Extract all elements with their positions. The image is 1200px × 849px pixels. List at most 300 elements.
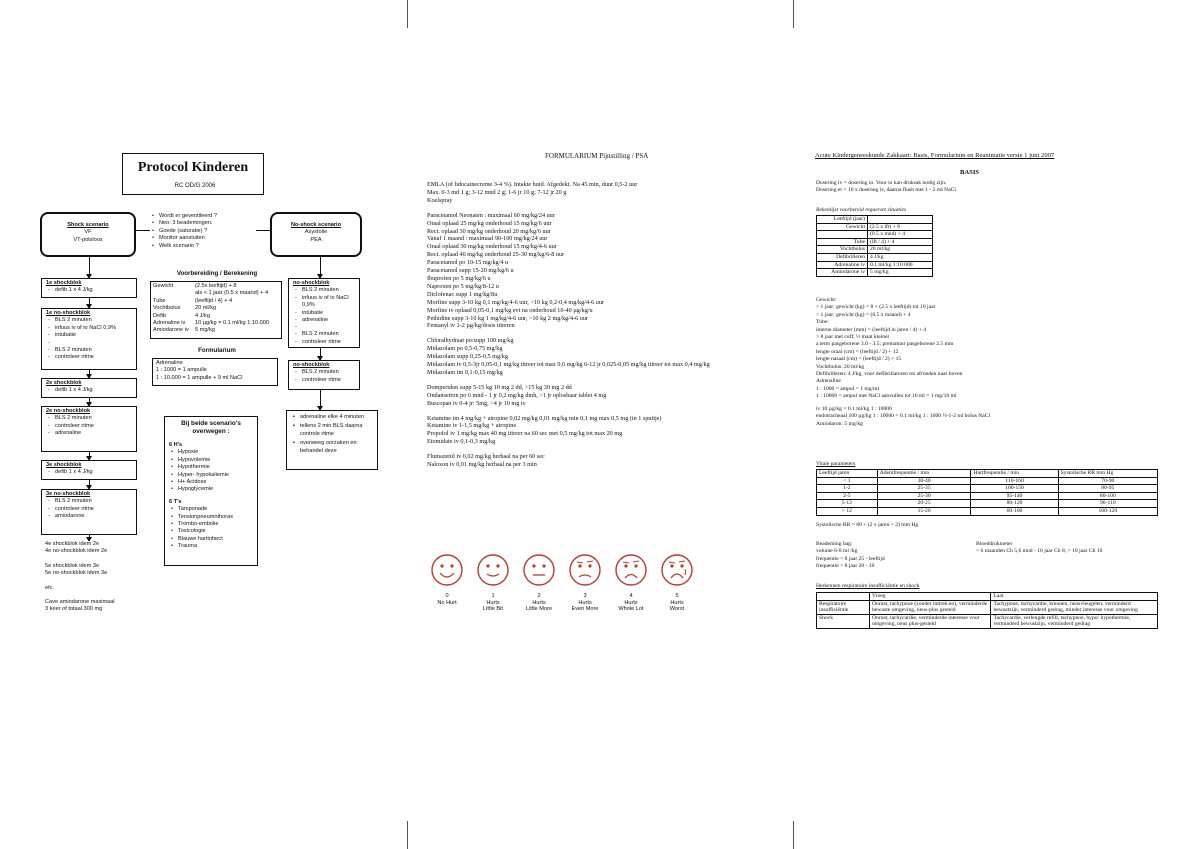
t-title: 6 T's <box>169 498 182 505</box>
rekenlijst-key: Tube <box>817 238 868 246</box>
fold-mark <box>793 0 794 28</box>
flow-arrow <box>320 348 321 360</box>
left-block-list <box>46 415 132 437</box>
h-item: • Hypoglycemie <box>178 486 253 493</box>
formularium-group <box>427 337 787 377</box>
formularium-line: Midazolam supp 0,25-0,5 mg/kg <box>427 353 508 361</box>
rekenlijst-key: Defibrilleren <box>817 253 868 261</box>
formularium-line: Paracetamol supp 15-20 mg/kg/6 u <box>427 267 514 275</box>
vital-cell: 70-90 <box>1058 477 1157 485</box>
h-item: • Hypoxie <box>178 449 253 456</box>
t-item: • Trombo-embolie <box>178 521 253 528</box>
formularium-line: Max. 0-3 md 1 g; 3-12 mnd 2 g; 1-6 jr 10 g; 7-12 jr 20 g <box>427 188 567 196</box>
left-block-title: 3e shockblok <box>46 462 82 468</box>
pain-face <box>518 553 560 613</box>
prep-key: Adrenaline iv <box>153 320 186 327</box>
fold-mark <box>793 821 794 849</box>
right-block-list <box>293 369 355 384</box>
left-block-title: 3e no-shockblok <box>46 491 91 497</box>
checklist-item: • Welk scenario ? <box>159 243 268 250</box>
rekenlijst-row <box>817 238 933 246</box>
left-block-list <box>46 387 132 394</box>
formularium-group <box>427 181 787 205</box>
pain-face <box>426 553 468 606</box>
left-block <box>41 460 137 480</box>
vital-cell: < 1 <box>817 477 878 485</box>
noshock-scenario-line: Asystolie <box>304 229 328 236</box>
vital-cell: 60-100 <box>971 507 1058 515</box>
formularium-line: Propofol iv 1 mg/kg max 40 mg titreer na 60 sec met 0,5 mg/kg tot max 20 mg <box>427 430 623 438</box>
pain-face-label: Whole Lot <box>618 606 644 613</box>
herkennen-row <box>817 614 1158 628</box>
pain-face <box>610 553 652 613</box>
note-line: Tube: <box>816 319 829 326</box>
left-bottom-line <box>45 592 135 599</box>
herkennen-cell: Onrust, tachycardie, verminderde interesse voor omgeving, neus plus-gesteld <box>870 614 991 628</box>
form-line: Adrenaline <box>156 360 183 366</box>
vital-cell: 1-2 <box>817 485 878 493</box>
left-bottom-line: 3 keer of totaal 300 mg <box>45 606 103 613</box>
pain-face-label: Hurts <box>624 599 638 606</box>
vital-header-cell: Ademfrequentie / min <box>877 470 971 478</box>
right-block-item: - controleer ritme <box>302 377 355 384</box>
checklist-item: • Neo: 3 beademingen. <box>159 220 268 227</box>
right-block-item: - BLS 2 minuten <box>302 287 355 294</box>
zakkaart-header: Acute Kindergeneeskunde Zakkaart: Basis, Formularium en Reanimatie versie 1 juni 2007 <box>815 152 1055 159</box>
rekenlijst-row <box>817 253 933 261</box>
right-block-item: - intubatie <box>302 310 355 317</box>
connector <box>136 230 150 231</box>
vital-parameters-table <box>816 469 1158 516</box>
rekenlijst-key: Leeftijd (jaar) <box>817 216 868 224</box>
pain-faces-scale <box>426 553 716 623</box>
formularium-line: Vanaf 1 maand : maximaal 90-100 mg/kg/24 uur <box>427 235 548 243</box>
formularium-line: Ketamine iv 1-1,5 mg/kg + atropine <box>427 422 517 430</box>
formularium-line: Morfine supp 3-10 kg 0,1 mg/kg/4-6 uur, >10 kg 0,2-0,4 mg/kg/4-6 uur <box>427 298 604 306</box>
t-item: • Tensionpneumothorax <box>178 514 253 521</box>
prep-row <box>153 290 279 297</box>
prep-value: (leeftijd / 4) + 4 <box>195 297 233 304</box>
note-line: > 8 jaar met cuff, ½ maat kleiner <box>816 334 890 341</box>
left-block-item: - controleer ritme <box>55 354 132 361</box>
left-block <box>41 378 137 398</box>
vital-cell: > 12 <box>817 507 878 515</box>
herkennen-title: Herkennen respiratoire insufficiëntie en shock <box>816 583 920 589</box>
left-block-item: - defib 1 x 4 J/kg <box>55 469 132 476</box>
formularium-line: Buscopan iv 0-4 jr: 5mg, >4 jr 10 mg iv <box>427 399 526 407</box>
beademing-line: volume 6-8 ml /kg <box>816 548 858 555</box>
t-item: • Blauwe hartinfarct <box>178 536 253 543</box>
vital-cell: 15-20 <box>877 507 971 515</box>
note-line: a term pasgeborene 3.0 - 3.5; prematuur pasgeborene 2.5 mm <box>816 341 954 348</box>
left-block-list <box>46 498 132 520</box>
herkennen-cell: Tachycardie, verlengde refill, tachypnoe, hypo/ hypothermie, verminderd bewustzijn, verminderd gedrag <box>991 614 1158 628</box>
pain-face-icon <box>564 553 606 587</box>
left-block-item: - infuus iv of io NaCl 0,9% <box>55 325 132 332</box>
checklist-item: • Monitor aansluiten <box>159 235 268 242</box>
vital-header-row <box>817 470 1158 478</box>
formularium-line: Ibuprofen po 5 mg/kg/6 u <box>427 274 491 282</box>
rekenlijst-value: (2.5 x lft) + 8 <box>868 223 933 231</box>
formularium-line: Midazolam po 0,5-0,75 mg/kg <box>427 345 503 353</box>
form-line: 1 : 1000 = 1 ampulle <box>156 367 207 374</box>
prep-key <box>153 290 195 297</box>
formularium-line: Chloralhydraat po/supp 100 mg/kg <box>427 337 514 345</box>
prep-row <box>153 313 279 320</box>
vital-row <box>817 477 1158 485</box>
vital-header-cell: Hartfrequentie / min <box>971 470 1058 478</box>
bloeddruk-line: < 6 maanden Ch 5,6 mnd - 10 jaar Ch 8, > 10 jaar Ch 10 <box>976 548 1103 555</box>
right-bottom-item: ▪ adrenaline elke 4 minuten <box>300 414 373 421</box>
left-block-item: - intubatie <box>55 332 132 339</box>
left-block-title: 1e shockblok <box>46 280 82 286</box>
vital-cell: 80-120 <box>971 500 1058 508</box>
pain-face-number: 1 <box>491 593 495 599</box>
pain-face <box>564 553 606 613</box>
left-block <box>41 278 137 298</box>
pain-face-icon <box>518 553 560 587</box>
left-block-title: 2e no-shockblok <box>46 408 91 414</box>
herkennen-cell: Tachypnoe, tachycardie, kreunen, neusvleugelen, verminderd bewustzijn, verminderd gedrag, minder interesse voor omgeving <box>991 600 1158 614</box>
prep-value: 10 µg/kg = 0.1 ml/kg 1:10.000 <box>195 320 269 327</box>
formularium-line: Morfine iv oplaad 0,05-0,1 mg/kg evt na onderhoud 10-40 µg/kg/u <box>427 306 593 314</box>
note-line: Defibrilleren: 4 J/kg, voor defibrillatoren tot afronden naar boven <box>816 371 963 378</box>
basis-intro <box>816 180 1176 195</box>
flow-arrow <box>320 390 321 410</box>
rekenlijst-key: Vochtbolus <box>817 246 868 254</box>
prep-value: 20 ml/kg <box>195 305 217 312</box>
left-block-item <box>55 340 132 347</box>
reversible-causes-box <box>164 416 258 566</box>
rekenlijst-value: 20 ml/kg <box>868 246 933 254</box>
herkennen-cell: Onrust, tachypnoe (zonder inttrek.en), verminderde bewuste omgeving, neus-plus gesteld <box>870 600 991 614</box>
right-block-item <box>302 324 355 331</box>
vital-cell: 20-25 <box>877 500 971 508</box>
formularium-group <box>427 415 787 447</box>
left-block-item: - controleer ritme <box>55 506 132 513</box>
left-block-item: - amiodarone <box>55 513 132 520</box>
prep-value: als < 1 jaar (0.5 x maand) + 4 <box>195 290 269 297</box>
herkennen-header-row <box>817 593 1158 601</box>
flow-arrow <box>89 370 90 378</box>
checklist-item: • Goede (saturatie) ? <box>159 228 268 235</box>
left-bottom-line: 5e no-shockblok idem 3e <box>45 570 108 577</box>
rekenlijst-row <box>817 216 933 224</box>
prep-row <box>153 320 279 327</box>
formularium-line: EMLA (of lidocainecreme 3-4 %). Intakte huid. Afgedekt. Na 45 min, duur 0,5-2 uur <box>427 181 638 188</box>
herkennen-cell: Respiratoire insufficiëntie <box>817 600 870 614</box>
right-block-title: no-shockblok <box>293 280 330 286</box>
rekenlijst-value: 4 J/kg <box>868 253 933 261</box>
form-line: 1 : 10.000 = 1 ampulle + 9 ml NaCl <box>156 374 243 381</box>
protocol-subtitle: RC OD/G 2006 <box>174 183 216 189</box>
vital-cell: 30-40 <box>877 477 971 485</box>
formularium-line: Ketamine im 4 mg/kg + atropine 0,02 mg/kg 0,01 mg/kg min 0,1 mg max 0,5 mg (in 1 spuitje) <box>427 414 662 422</box>
prep-key: Gewicht <box>153 283 174 289</box>
pain-face-number: 2 <box>537 593 541 599</box>
flow-arrow <box>89 452 90 460</box>
prep-key: Tube <box>153 297 166 304</box>
note-line: lengte oraal (cm) = (leeftijd / 2) + 12 <box>816 348 899 355</box>
rekenlijst-value: 0.1 ml/kg 1:10 000 <box>868 261 933 269</box>
noshock-scenario-box <box>270 212 362 257</box>
bloeddruk-block <box>976 541 1102 556</box>
herkennen-header-cell: Laat <box>991 593 1158 601</box>
formularium-line: Flumazenil iv 0,02 mg/kg herhaal na per 60 sec <box>427 453 545 461</box>
prep-title: Voorbereiding / Berekening <box>176 270 258 277</box>
note-line: iv 10 µg/kg = 0.1 ml/kg 1 : 10000 <box>816 405 892 412</box>
vital-header-cell: Systolische RR mm Hg <box>1058 470 1157 478</box>
left-block-item: - defib 1 x 4 J/kg <box>55 287 132 294</box>
formularium-line: Naloxon iv 0,01 mg/kg herhaal na per 3 min <box>427 461 537 469</box>
formularium-line: Pethidine supp 3-10 kg 1 mg/kg/4-6 uur, >10 kg 2 mg/kg/4-6 uur <box>427 314 589 322</box>
rekenlijst-value: 5 mg/kg <box>868 269 933 277</box>
vital-cell: 5-12 <box>817 500 878 508</box>
pain-face <box>656 553 698 613</box>
pain-face-number: 4 <box>629 593 633 599</box>
formularium-group <box>427 384 787 408</box>
vital-cell: 90-110 <box>1058 500 1157 508</box>
formularium-line: Rect. oplaad 30 mg/kg onderhoud 20 mg/kg/6 uur <box>427 227 551 235</box>
fold-mark <box>407 821 408 849</box>
rekenlijst-row <box>817 223 933 231</box>
rekenlijst-title: Rekenlijst voorbereid reguerste situaties <box>816 207 907 213</box>
h-title: 6 H's <box>169 442 183 448</box>
left-block-item: - BLS 2 minuten <box>55 317 132 324</box>
prep-key: Amiodarone iv <box>153 327 189 334</box>
fold-mark <box>407 0 408 28</box>
flow-arrow <box>89 257 90 278</box>
note-line: interne diameter (mm) = (leeftijd in jaren / 4) + 4 <box>816 326 927 333</box>
form-title: Formularium <box>198 347 236 354</box>
formularium-line: Diclofenac supp 1 mg/kg/8u <box>427 290 498 298</box>
herkennen-row <box>817 600 1158 614</box>
prep-key: Defib <box>153 312 167 319</box>
rekenlijst-value: (0.5 x mnd) + 4 <box>868 231 933 239</box>
form-box <box>152 358 278 386</box>
h-item: • Hypothermie <box>178 464 253 471</box>
formularium-line: Etomidate iv 0,1-0,3 mg/kg <box>427 438 496 446</box>
prep-value: 5 mg/kg <box>195 327 215 334</box>
herkennen-header-cell: Vroeg <box>870 593 991 601</box>
right-block-item: - controleer ritme <box>302 339 355 346</box>
reversible-title: Bij beide scenario's overwegen : <box>181 420 241 435</box>
formularium-group <box>427 453 787 469</box>
formularium-line: Oraal oplaad 25 mg/kg onderhoud 15 mg/kg/6 uur <box>427 219 552 227</box>
h-item: • H+ Acidose <box>178 479 253 486</box>
left-block-item: - defib 1 x 4 J/kg <box>55 387 132 394</box>
prep-row <box>153 327 279 334</box>
intro-line: Dosering et = 10 x dosering iv, daarna flush met 1 - 2 ml NaCl <box>816 187 956 194</box>
vital-cell: 2-5 <box>817 492 878 500</box>
prep-row <box>153 283 279 290</box>
t-list <box>169 506 253 550</box>
rekenlijst-key: Gewicht <box>817 223 868 231</box>
right-block-list <box>293 287 355 346</box>
formularium-line: Oraal oplaad 30 mg/kg onderhoud 15 mg/kg/4-6 uur <box>427 243 557 251</box>
checklist <box>150 213 268 250</box>
left-block-item: - BLS 2 minuten <box>55 498 132 505</box>
prep-key: Vochtbolus <box>153 305 181 312</box>
shock-scenario-line: VF <box>84 229 92 236</box>
right-block <box>288 360 360 390</box>
h-item: • Hyper- hypokaliemie <box>178 472 253 479</box>
left-block-list <box>46 287 132 294</box>
right-bottom-box <box>286 410 378 470</box>
flow-arrow <box>89 398 90 406</box>
pain-face-label: Hurts <box>578 599 592 606</box>
noshock-scenario-title: No-shock scenario <box>290 222 342 228</box>
intro-line: Dosering iv = dosering io. Voor io kan druksak nodig zijn. <box>816 180 947 186</box>
left-block <box>41 406 137 452</box>
left-bottom-line: 5e shockblok idem 3e <box>45 562 100 569</box>
formularium-line: Ondansetron po 6 mnd - 1 jr 0,2 mg/kg dmh, >1 jr oplosbaar tablet 4 mg <box>427 391 607 399</box>
pain-face-number: 3 <box>583 593 587 599</box>
vital-cell: 25-30 <box>877 492 971 500</box>
notes-block <box>816 297 1186 428</box>
pain-face <box>472 553 514 613</box>
vital-row <box>817 485 1158 493</box>
connector <box>256 230 270 231</box>
prep-box <box>150 281 282 339</box>
noshock-scenario-line: PEA <box>310 236 322 243</box>
prep-row <box>153 305 279 312</box>
pain-face-label: Even More <box>571 606 599 613</box>
h-item: • Hypovolemie <box>178 457 253 464</box>
beademing-title: Beademing bag: <box>816 541 853 547</box>
prep-rows <box>153 283 279 335</box>
formularium-line: Naproxen po 5 mg/kg/8-12 u <box>427 282 499 290</box>
left-block-list <box>46 469 132 476</box>
formularium-line: Paracetamol Neonaten : maximaal 60 mg/kg/24 uur <box>427 211 555 219</box>
vital-cell: 95-140 <box>971 492 1058 500</box>
right-block-item: - BLS 2 minuten <box>302 369 355 376</box>
right-block-item: - adrenaline <box>302 317 355 324</box>
vital-cell: 100-150 <box>971 485 1058 493</box>
note-line: < 1 jaar: gewicht (kg) = (0.5 x maand) + 4 <box>816 311 911 318</box>
vital-cell: 100-120 <box>1058 507 1157 515</box>
rekenlijst-value: (lft / 4) + 4 <box>868 238 933 246</box>
formularium-line: Midazolam iv 0,5-3jr 0,05-0,1 mg/kg titreer tot max 0,6 mg/kg 6-12 jr 0,025-0,05 mg/kg titreer tot max 0,4 mg/kg <box>427 361 710 369</box>
herkennen-table <box>816 592 1158 629</box>
vital-title: Vitale parameters <box>816 461 856 467</box>
left-bottom-line: 4e no-shockblok idem 2e <box>45 548 108 555</box>
rekenlijst-row <box>817 231 933 239</box>
prep-row <box>153 298 279 305</box>
left-block-title: 2e shockblok <box>46 380 82 386</box>
protocol-title: Protocol Kinderen <box>137 160 249 175</box>
flow-arrow <box>89 480 90 489</box>
right-block-item: - infuus iv of io NaCl 0,9% <box>302 295 355 310</box>
formularium-line: Fentanyl iv 1-2 µg/kg/dosis titreren <box>427 322 515 330</box>
note-line: Adrenaline <box>816 378 841 385</box>
pain-face-icon <box>472 553 514 587</box>
formularium-line: Paracetamol po 10-15 mg/kg/4 u <box>427 259 509 267</box>
rekenlijst-row <box>817 261 933 269</box>
formularium-body <box>427 181 787 476</box>
basis-title: BASIS <box>960 169 980 176</box>
left-block-title: 1e no-shockblok <box>46 310 91 316</box>
formularium-group <box>427 212 787 331</box>
herkennen-cell: Shock <box>817 614 870 628</box>
right-block-title: no-shockblok <box>293 362 330 368</box>
beademing-block <box>816 541 885 571</box>
pain-face-icon <box>426 553 468 587</box>
left-bottom-lines <box>45 541 135 614</box>
note-line: Gewicht: <box>816 297 837 303</box>
rekenlijst-key: Amiodarone iv <box>817 269 868 277</box>
pain-face-number: 0 <box>445 593 449 599</box>
left-block <box>41 489 137 535</box>
formularium-title: FORMULARIUM Pijnstilling / PSA <box>545 152 649 160</box>
pain-face-label: Hurts <box>486 599 500 606</box>
checklist-item: • Wordt er geventileerd ? <box>159 213 268 220</box>
pain-face-number: 5 <box>675 593 679 599</box>
vital-row <box>817 492 1158 500</box>
pain-face-label: Hurts <box>532 599 546 606</box>
h-list <box>169 449 253 493</box>
t-item: • Trauma <box>178 543 253 550</box>
rekenlijst-value <box>868 216 933 224</box>
pain-face-label: Little Bit <box>483 606 503 613</box>
vital-row <box>817 507 1158 515</box>
vital-cell: 110-160 <box>971 477 1058 485</box>
vital-row <box>817 500 1158 508</box>
note-line: Amiodaron: 5 mg/kg <box>816 420 863 427</box>
pain-face-label: No Hurt <box>437 599 457 606</box>
formularium-line: Rect. oplaad 40 mg/kg onderhoud 25-30 mg/kg/6-8 uur <box>427 251 565 259</box>
vital-cell: 80-95 <box>1058 485 1157 493</box>
left-bottom-line: 4e shockblok idem 2e <box>45 541 100 547</box>
note-line: Vochtbolus: 20 ml/kg <box>816 363 865 370</box>
rekenlijst-table <box>816 215 933 277</box>
note-line: 1 : 10000 = ampul met NaCl aanvullen tot 10 ml = 1 mg/10 ml <box>816 393 957 400</box>
left-block-item: - controleer ritme <box>55 423 132 430</box>
left-bottom-line: etc. <box>45 584 55 591</box>
rekenlijst-row <box>817 246 933 254</box>
pain-face-label: Worst <box>669 606 685 613</box>
right-block-item: - BLS 2 minuten <box>302 331 355 338</box>
right-bottom-list <box>291 414 373 455</box>
vital-cell: 80-100 <box>1058 492 1157 500</box>
left-bottom-box <box>41 541 139 621</box>
shock-scenario-line: VT-polsloos <box>73 236 103 243</box>
left-block-item: - BLS 2 minuten <box>55 415 132 422</box>
vital-note: Systolische RR = 80 + (2 x jaren > 2) mm Hg <box>816 522 919 528</box>
formularium-line: Domperidon supp 5-15 kg 10 mg 2 dd, >15 kg 30 mg 2 dd <box>427 383 572 391</box>
prep-value: 4 J/kg <box>195 312 210 319</box>
left-block-list <box>46 317 132 361</box>
left-bottom-line <box>45 578 135 585</box>
flow-arrow <box>89 298 90 308</box>
right-block <box>288 278 360 348</box>
pain-face-icon <box>610 553 652 587</box>
beademing-line: frequentie < 8 jaar 25 - leeftijd <box>816 555 885 562</box>
pain-face-label: Little More <box>525 606 553 613</box>
formularium-line: Midazolam im 0,1-0,15 mg/kg <box>427 368 503 376</box>
beademing-line: frequentie > 8 jaar 20 - 10 <box>816 563 875 570</box>
rekenlijst-row <box>817 269 933 277</box>
formularium-line: Koelspray <box>427 196 453 204</box>
t-item: • Toxicologie <box>178 528 253 535</box>
left-bottom-line: Cave amiodarone maximaal <box>45 599 115 606</box>
t-item: • Tamponade <box>178 506 253 513</box>
center-checklist <box>150 212 268 262</box>
prep-value: (2.5x leeftijd) + 8 <box>195 283 237 289</box>
shock-scenario-title: Shock scenario <box>67 222 109 228</box>
pain-face-icon <box>656 553 698 587</box>
rekenlijst-key: Adrenaline iv <box>817 261 868 269</box>
